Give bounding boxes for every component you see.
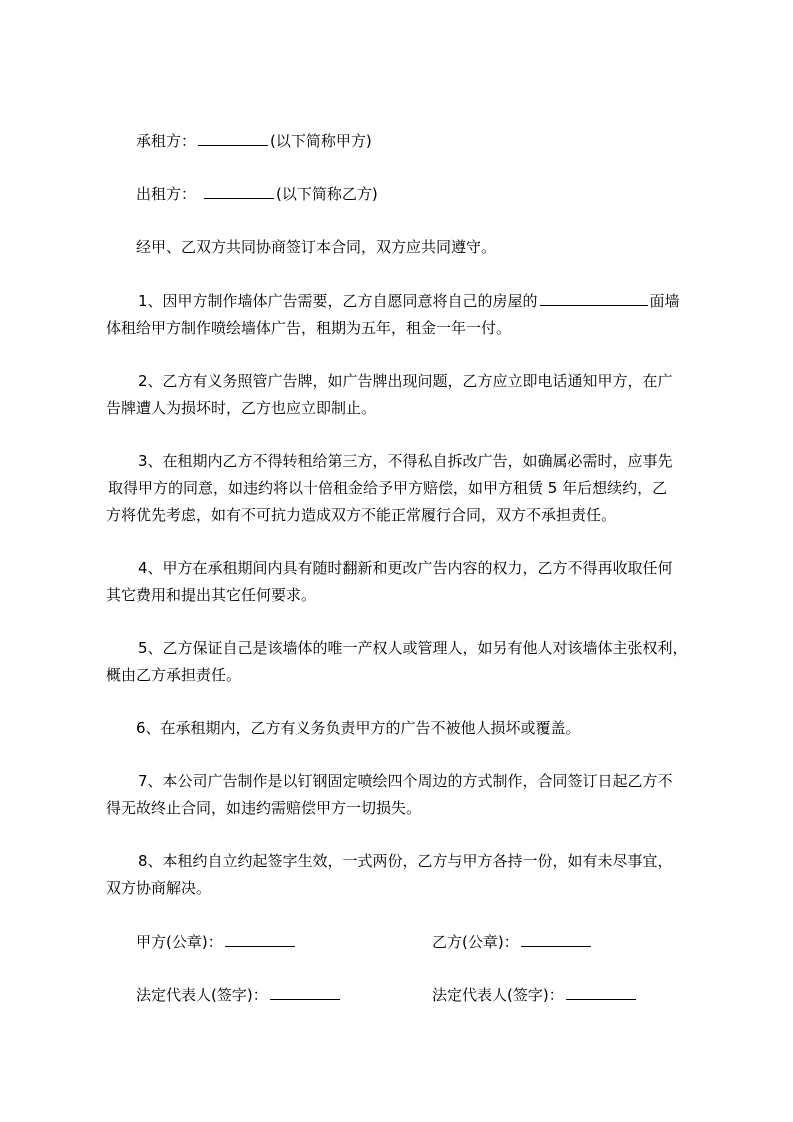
clause-8-line-1: 8、本租约自立约起签字生效，一式两份，乙方与甲方各持一份，如有未尽事宜，: [138, 852, 673, 870]
clause-5-line-1: 5、乙方保证自己是该墙体的唯一产权人或管理人，如另有他人对该墙体主张权利，: [138, 639, 688, 657]
lessor-note: (以下简称乙方): [276, 185, 378, 203]
clause-2-line-2: 告牌遭人为损坏时，乙方也应立即制止。: [106, 399, 377, 417]
rep-b-line: [432, 985, 638, 1005]
clause-1-line-2: 体租给甲方制作喷绘墙体广告，租期为五年，租金一年一付。: [106, 319, 512, 337]
clause-2-line-1: 2、乙方有义务照管广告牌，如广告牌出现问题，乙方应立即电话通知甲方，在广: [138, 372, 673, 390]
lessee-blank: [198, 131, 268, 146]
rep-a-line: [136, 985, 342, 1005]
clause-1-text-b: 面墙: [649, 292, 680, 310]
clause-6-line-1: 6、在承租期内，乙方有义务负责甲方的广告不被他人损坏或覆盖。: [136, 719, 581, 737]
lessor-line: [136, 184, 378, 204]
clause-4-line-2: 其它费用和提出其它任何要求。: [106, 586, 317, 604]
party-b-seal-blank: [521, 932, 591, 947]
rep-a-label: 法定代表人(签字)：: [136, 986, 268, 1004]
clause-3-line-2: 取得甲方的同意，如违约将以十倍租金给予甲方赔偿，如甲方租赁 5 年后想续约，乙: [108, 479, 668, 497]
clause-5-line-2: 概由乙方承担责任。: [106, 666, 242, 684]
party-a-seal-label: 甲方(公章)：: [136, 933, 223, 951]
clause-1-blank: [540, 291, 648, 306]
rep-b-label: 法定代表人(签字)：: [432, 986, 564, 1004]
party-a-seal-blank: [225, 932, 295, 947]
clause-7-line-1: 7、本公司广告制作是以钉钢固定喷绘四个周边的方式制作，合同签订日起乙方不: [138, 772, 673, 790]
rep-a-blank: [270, 985, 340, 1000]
lessee-label: 承租方：: [136, 132, 197, 150]
clause-4-line-1: 4、甲方在承租期间内具有随时翻新和更改广告内容的权力，乙方不得再收取任何: [138, 559, 673, 577]
lessee-note: (以下简称甲方): [270, 132, 372, 150]
party-b-seal-label: 乙方(公章)：: [432, 933, 519, 951]
rep-b-blank: [566, 985, 636, 1000]
clause-7-line-2: 得无故终止合同，如违约需赔偿甲方一切损失。: [106, 799, 422, 817]
party-b-seal-line: [432, 932, 593, 952]
clause-3-line-3: 方将优先考虑，如有不可抗力造成双方不能正常履行合同，双方不承担责任。: [106, 506, 617, 524]
intro-text: 经甲、乙双方共同协商签订本合同，双方应共同遵守。: [136, 238, 497, 256]
lessor-label: 出租方：: [136, 185, 197, 203]
clause-8-line-2: 双方协商解决。: [106, 879, 212, 897]
lessee-line: [136, 131, 372, 151]
clause-1-text-a: 1、因甲方制作墙体广告需要，乙方自愿同意将自己的房屋的: [138, 292, 538, 310]
clause-1-line-1: [138, 291, 680, 311]
clause-3-line-1: 3、在租期内乙方不得转租给第三方，不得私自拆改广告，如确属必需时，应事先: [138, 452, 673, 470]
lessor-blank: [204, 184, 274, 199]
party-a-seal-line: [136, 932, 297, 952]
